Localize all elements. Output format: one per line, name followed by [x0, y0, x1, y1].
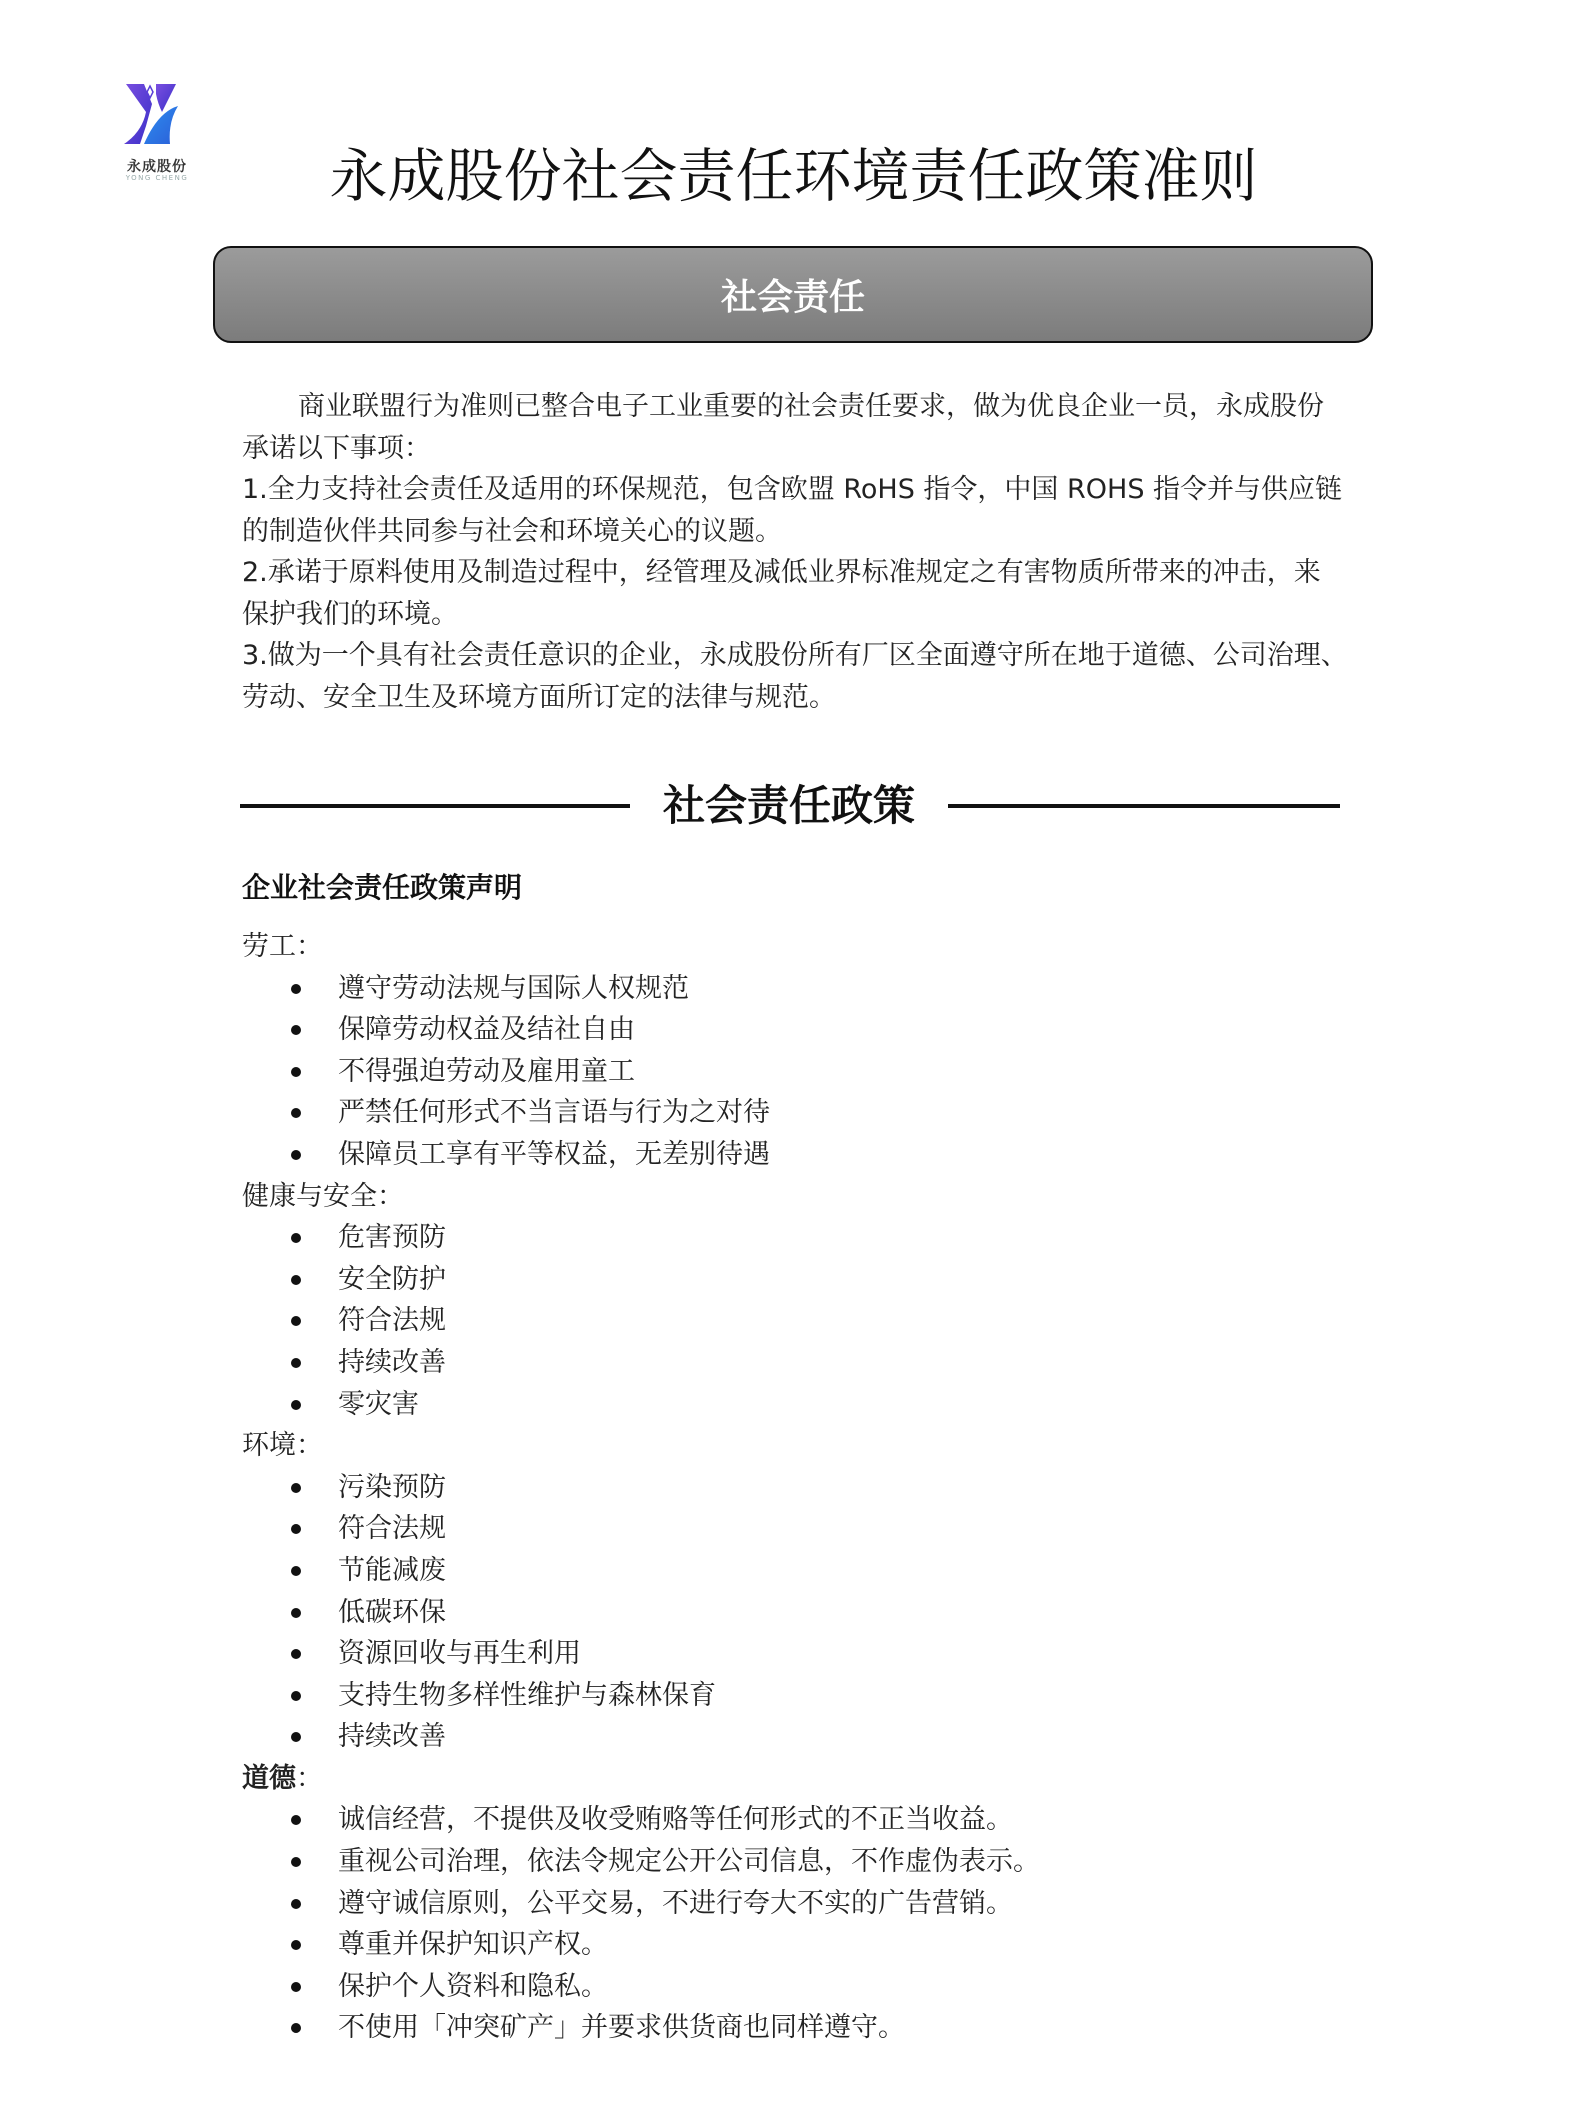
list-item — [242, 1675, 1342, 1717]
intro-line: 3.做为一个具有社会责任意识的企业，永成股份所有厂区全面遵守所在地于道德、公司治理、 — [242, 640, 1348, 671]
intro-line: 的制造伙伴共同参与社会和环境关心的议题。 — [242, 515, 782, 547]
intro-line: 1.全力支持社会责任及适用的环保规范，包含欧盟 RoHS 指令，中国 ROHS 指令并与供应链 — [242, 474, 1343, 505]
bullet-icon — [291, 1940, 301, 1950]
list-item-text: 持续改善 — [338, 1721, 446, 1753]
list-item — [242, 1134, 1342, 1176]
list-item — [242, 2007, 1342, 2049]
intro-line: 保护我们的环境。 — [242, 598, 458, 630]
bullet-icon — [291, 1566, 301, 1576]
list-item-text: 污染预防 — [338, 1471, 446, 1503]
list-item — [242, 1384, 1342, 1426]
bullet-icon — [291, 1857, 301, 1867]
list-item-text: 节能减废 — [338, 1554, 446, 1586]
list-item-text: 持续改善 — [338, 1346, 446, 1378]
list-item — [242, 1716, 1342, 1758]
statement-heading: 企业社会责任政策声明 — [242, 871, 523, 904]
list-item — [242, 1550, 1342, 1592]
list-item — [242, 1009, 1342, 1051]
bullet-icon — [291, 1732, 301, 1742]
bullet-icon — [291, 1524, 301, 1534]
section-heading — [240, 776, 1340, 836]
bullet-icon — [291, 1815, 301, 1825]
list-item — [242, 1051, 1342, 1093]
list-item — [242, 1799, 1342, 1841]
category-label: 健康与安全： — [242, 1180, 404, 1212]
list-item — [242, 1259, 1342, 1301]
list-item — [242, 1342, 1342, 1384]
list-item-text: 符合法规 — [338, 1305, 446, 1337]
bullet-icon — [291, 1025, 301, 1035]
list-item — [242, 1092, 1342, 1134]
bullet-icon — [291, 1691, 301, 1701]
logo-name-cn: 永成股份 — [127, 159, 187, 175]
bullet-icon — [291, 1649, 301, 1659]
logo-name-en: YONG CHENG — [125, 174, 189, 182]
bullet-icon — [291, 984, 301, 994]
list-item-text: 不得强迫劳动及雇用童工 — [338, 1055, 635, 1087]
list-item-text: 支持生物多样性维护与森林保育 — [338, 1679, 716, 1711]
divider-right — [948, 804, 1340, 808]
section-title: 社会责任政策 — [662, 781, 915, 830]
list-item-text: 符合法规 — [338, 1513, 446, 1545]
bullet-icon — [291, 1275, 301, 1285]
list-item-text: 尊重并保护知识产权。 — [338, 1929, 608, 1961]
list-item — [242, 1508, 1342, 1550]
category-label: 劳工： — [242, 931, 323, 962]
list-item — [242, 968, 1342, 1010]
list-item-text: 保障劳动权益及结社自由 — [338, 1014, 635, 1046]
list-item — [242, 1924, 1342, 1966]
list-item — [242, 1592, 1342, 1634]
policy-list — [242, 926, 1342, 2049]
list-item — [242, 1841, 1342, 1883]
list-item-text: 遵守诚信原则，公平交易，不进行夸大不实的广告营销。 — [338, 1887, 1013, 1919]
bullet-icon — [291, 1233, 301, 1243]
list-item — [242, 1217, 1342, 1259]
bullet-icon — [291, 1316, 301, 1326]
intro-line: 商业联盟行为准则已整合电子工业重要的社会责任要求，做为优良企业一员，永成股份 — [298, 391, 1324, 422]
list-item-text: 资源回收与再生利用 — [338, 1638, 581, 1670]
bullet-icon — [291, 1899, 301, 1909]
banner-label: 社会责任 — [720, 277, 865, 318]
document-title: 永成股份社会责任环境责任政策准则 — [329, 142, 1258, 210]
list-item — [242, 1633, 1342, 1675]
bullet-icon — [291, 1358, 301, 1368]
list-item — [242, 1883, 1342, 1925]
bullet-icon — [291, 1150, 301, 1160]
list-item-text: 保障员工享有平等权益，无差别待遇 — [338, 1138, 770, 1170]
bullet-icon — [291, 1108, 301, 1118]
bullet-icon — [291, 1400, 301, 1410]
list-item-text: 零灾害 — [338, 1388, 419, 1420]
list-item-text: 安全防护 — [338, 1263, 446, 1295]
category-label: 道德： — [242, 1762, 323, 1794]
list-item-text: 低碳环保 — [338, 1596, 446, 1628]
bullet-icon — [291, 1483, 301, 1493]
bullet-icon — [291, 1067, 301, 1077]
intro-line: 承诺以下事项： — [242, 432, 431, 464]
intro-line: 2.承诺于原料使用及制造过程中，经管理及减低业界标准规定之有害物质所带来的冲击，来 — [242, 557, 1321, 588]
list-item-text: 诚信经营，不提供及收受贿赂等任何形式的不正当收益。 — [338, 1804, 1013, 1836]
divider-left — [240, 804, 630, 808]
bullet-icon — [291, 1982, 301, 1992]
list-item-text: 危害预防 — [338, 1222, 446, 1254]
list-item-text: 严禁任何形式不当言语与行为之对待 — [338, 1097, 770, 1129]
category-label: 环境： — [242, 1430, 323, 1462]
intro-paragraph — [242, 386, 1354, 718]
bullet-icon — [291, 2023, 301, 2033]
list-item-text: 遵守劳动法规与国际人权规范 — [338, 972, 689, 1004]
bullet-icon — [291, 1608, 301, 1618]
section-banner — [213, 246, 1373, 343]
list-item-text: 不使用「冲突矿产」并要求供货商也同样遵守。 — [338, 2012, 905, 2044]
list-item-text: 重视公司治理，依法令规定公开公司信息，不作虚伪表示。 — [338, 1846, 1040, 1878]
list-item — [242, 1966, 1342, 2008]
list-item-text: 保护个人资料和隐私。 — [338, 1970, 608, 2002]
intro-line: 劳动、安全卫生及环境方面所订定的法律与规范。 — [242, 681, 836, 713]
list-item — [242, 1467, 1342, 1509]
list-item — [242, 1300, 1342, 1342]
